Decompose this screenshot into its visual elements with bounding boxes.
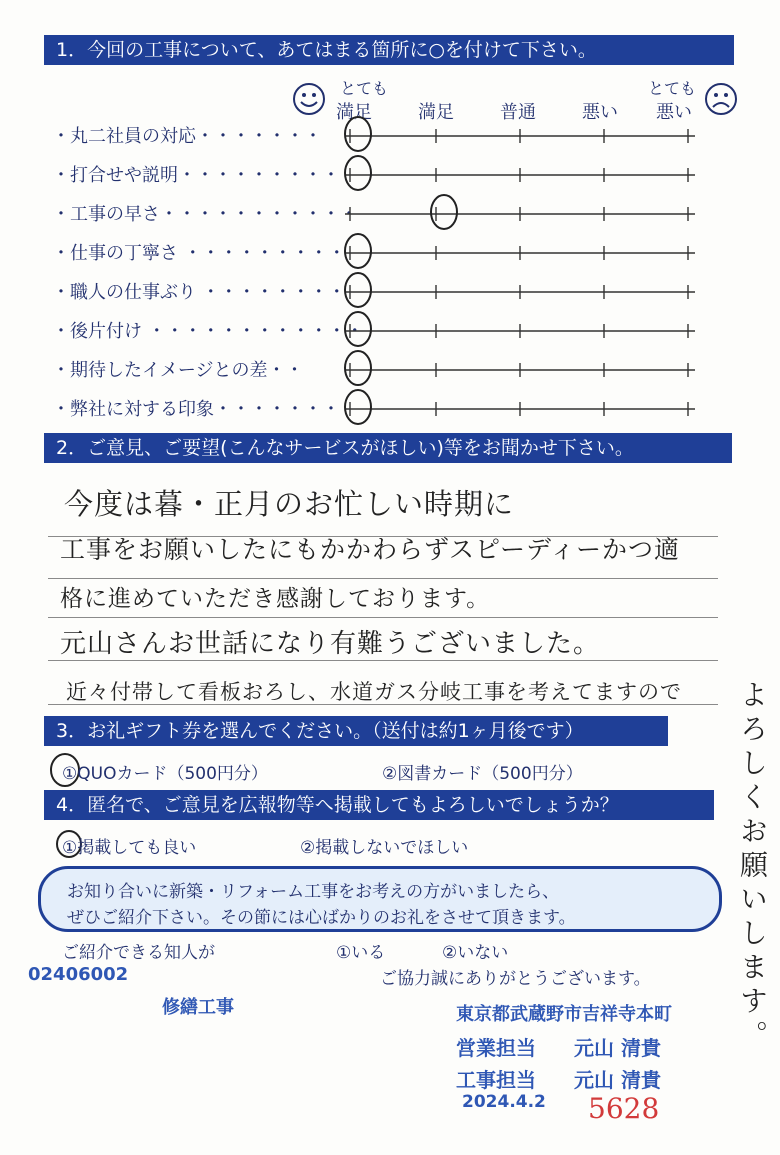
comment-line-3: 格に進めていただき感謝しております。	[60, 586, 491, 612]
col-head-satisfied: 満足	[418, 102, 454, 123]
referral-option-yes[interactable]: ①いる	[336, 943, 386, 963]
referral-question: ご紹介できる知人が	[62, 943, 215, 963]
col-head-very-bad: 悪い	[656, 102, 692, 123]
section3-title-bar	[44, 716, 668, 746]
rating-scale[interactable]	[340, 311, 710, 351]
section3-title: 3．お礼ギフト券を選んでください。（送付は約1ヶ月後です）	[56, 720, 584, 742]
rating-selection-circle	[345, 117, 371, 151]
date: 2024.4.2	[462, 1092, 546, 1112]
rating-scale[interactable]	[340, 389, 710, 429]
referral-option-no[interactable]: ②いない	[442, 943, 509, 963]
comment-line-2: 工事をお願いしたにもかかわらずスピーディーかつ適	[60, 535, 681, 564]
section1-title: 1．今回の工事について、あてはまる箇所に○を付けて下さい。	[56, 39, 597, 61]
rating-row-label: ・期待したイメージとの差・・	[52, 360, 304, 381]
side-note: よろしくお願いします。	[736, 680, 769, 1054]
rating-selection-circle	[345, 390, 371, 424]
rating-scale[interactable]	[340, 272, 710, 312]
construction-name: 元山 清貴	[574, 1068, 661, 1092]
customer-code: 02406002	[28, 964, 129, 985]
rating-row-label: ・後片付け ・・・・・・・・・・・・	[52, 321, 364, 342]
thanks-text: ご協力誠にありがとうございます。	[380, 969, 651, 989]
section2-title: 2．ご意見、ご要望(こんなサービスがほしい)等をお聞かせ下さい。	[56, 437, 634, 459]
work-type: 修繕工事	[162, 997, 234, 1018]
rating-selection-circle	[345, 234, 371, 268]
referral-text-2: ぜひご紹介下さい。その節には心ばかりのお礼をさせて頂きます。	[67, 908, 576, 928]
rating-row-label: ・職人の仕事ぶり ・・・・・・・・	[52, 282, 346, 303]
sales-name: 元山 清貴	[574, 1036, 661, 1060]
rating-row-label: ・丸二社員の対応・・・・・・・	[52, 126, 322, 147]
rating-scale[interactable]	[340, 194, 710, 234]
sales-label: 営業担当	[456, 1036, 536, 1060]
rating-row-label: ・弊社に対する印象・・・・・・・	[52, 399, 340, 420]
rating-row-label: ・仕事の丁寧さ ・・・・・・・・・	[52, 243, 346, 264]
section2-title-bar	[44, 433, 732, 463]
rating-scale[interactable]	[340, 350, 710, 390]
rating-selection-circle	[345, 273, 371, 307]
comment-line-1: 今度は暮・正月のお忙しい時期に	[64, 487, 515, 521]
publish-option-yes[interactable]: ①掲載しても良い	[62, 838, 197, 858]
col-head-very-satisfied: 満足	[336, 102, 372, 123]
rating-scale[interactable]	[340, 116, 710, 156]
handwritten-number: 5628	[588, 1092, 660, 1125]
comment-line-4: 元山さんお世話になり有難うございました。	[60, 629, 601, 659]
referral-text-1: お知り合いに新築・リフォーム工事をお考えの方がいましたら、	[67, 882, 560, 902]
comment-line-5: 近々付帯して看板おろし、水道ガス分岐工事を考えてますので	[66, 680, 682, 704]
col-head-bad: 悪い	[582, 102, 618, 123]
rating-selection-circle	[345, 351, 371, 385]
address: 東京都武蔵野市吉祥寺本町	[456, 1004, 672, 1025]
construction-label: 工事担当	[456, 1068, 536, 1092]
section1-title-bar	[44, 35, 734, 65]
rating-scale[interactable]	[340, 155, 710, 195]
col-sub-1: とても	[340, 79, 389, 98]
rating-selection-circle	[431, 195, 457, 229]
frown-face-icon	[704, 82, 738, 116]
col-sub-5: とても	[648, 79, 697, 98]
rating-selection-circle	[345, 312, 371, 346]
gift-option-quo[interactable]: ①QUOカード（500円分）	[62, 764, 268, 784]
rating-selection-circle	[345, 156, 371, 190]
referral-box	[38, 866, 722, 932]
smile-face-icon	[292, 82, 326, 116]
rating-scale[interactable]	[340, 233, 710, 273]
section4-title: 4．匿名で、ご意見を広報物等へ掲載してもよろしいでしょうか？	[56, 794, 619, 816]
gift-option-book[interactable]: ②図書カード（500円分）	[382, 764, 583, 784]
publish-option-no[interactable]: ②掲載しないでほしい	[300, 838, 469, 858]
rating-row-label: ・工事の早さ・・・・・・・・・・・	[52, 204, 358, 225]
section4-title-bar	[44, 790, 714, 820]
col-head-normal: 普通	[500, 102, 536, 123]
rating-row-label: ・打合せや説明・・・・・・・・・	[52, 165, 340, 186]
